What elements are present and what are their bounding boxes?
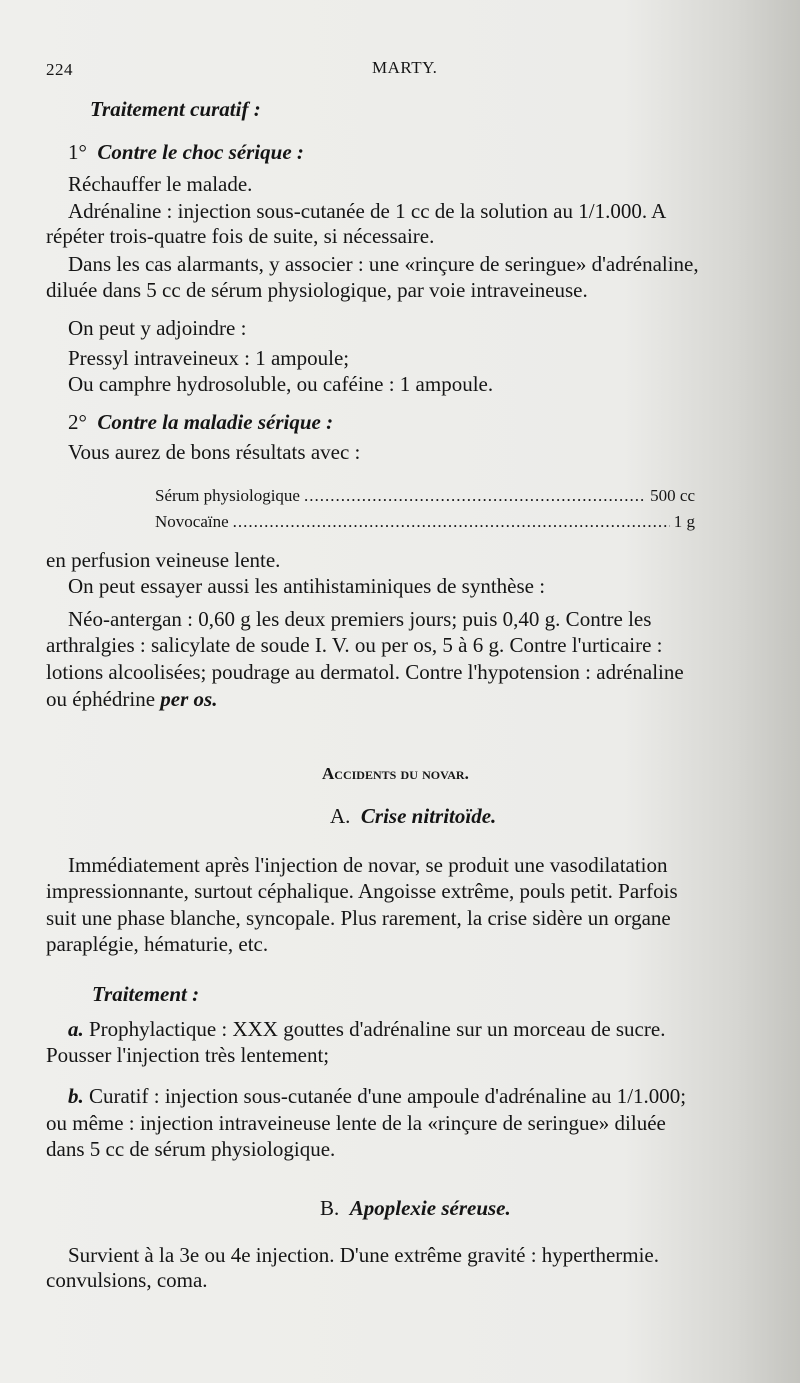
paragraph-line: impressionnante, surtout céphalique. Angoisse extrême, pouls petit. Parfois <box>46 879 678 903</box>
formula-item-name: Novocaïne <box>155 512 229 531</box>
subheading-maladie-serique: 2° Contre la maladie sérique : <box>68 410 334 434</box>
paragraph-line: répéter trois-quatre fois de suite, si nécessaire. <box>46 224 435 248</box>
paragraph-line: suit une phase blanche, syncopale. Plus rarement, la crise sidère un organe <box>46 906 671 930</box>
formula-row <box>155 510 695 534</box>
paragraph-line: Néo-antergan : 0,60 g les deux premiers jours; puis 0,40 g. Contre les <box>68 607 652 631</box>
paragraph-line: paraplégie, hématurie, etc. <box>46 932 269 956</box>
paragraph-line: Dans les cas alarmants, y associer : une «rinçure de seringue» d'adrénaline, <box>68 252 699 276</box>
page-number: 224 <box>46 60 73 79</box>
paragraph-line: Survient à la 3e ou 4e injection. D'une extrême gravité : hyperthermie. <box>68 1243 659 1267</box>
heading-traitement-curatif: Traitement curatif : <box>90 97 261 121</box>
running-head: MARTY. <box>372 58 438 77</box>
paragraph-line: en perfusion veineuse lente. <box>46 548 281 572</box>
paragraph-line: Adrénaline : injection sous-cutanée de 1 cc de la solution au 1/1.000. A <box>68 199 667 223</box>
paragraph-line: lotions alcoolisées; poudrage au dermatol. Contre l'hypotension : adrénaline <box>46 660 684 684</box>
dot-leader <box>304 484 646 508</box>
formula-item-qty: 1 g <box>673 512 695 531</box>
formula-item-name: Sérum physiologique <box>155 486 300 505</box>
paragraph-line: On peut y adjoindre : <box>68 316 247 340</box>
dot-leader <box>233 510 670 534</box>
paragraph-line: On peut essayer aussi les antihistaminiques de synthèse : <box>68 574 546 598</box>
section-title: Accidents du novar. <box>322 764 469 783</box>
paragraph-line: Vous aurez de bons résultats avec : <box>68 440 361 464</box>
paragraph-line: Immédiatement après l'injection de novar, se produit une vasodilatation <box>68 853 668 877</box>
paragraph-line: Réchauffer le malade. <box>68 172 253 196</box>
paragraph-line: b. Curatif : injection sous-cutanée d'une ampoule d'adrénaline au 1/1.000; <box>68 1084 687 1108</box>
paragraph-line: ou même : injection intraveineuse lente de la «rinçure de seringue» diluée <box>46 1111 666 1135</box>
formula-row <box>155 484 695 508</box>
paragraph-line: arthralgies : salicylate de soude I. V. ou per os, 5 à 6 g. Contre l'urticaire : <box>46 633 663 657</box>
paragraph-line: convulsions, coma. <box>46 1268 208 1292</box>
paragraph-line: diluée dans 5 cc de sérum physiologique, par voie intraveineuse. <box>46 278 588 302</box>
heading-traitement: Traitement : <box>92 982 200 1006</box>
formula-item-qty: 500 cc <box>650 486 695 505</box>
paragraph-line: dans 5 cc de sérum physiologique. <box>46 1137 336 1161</box>
subheading-apoplexie-sereuse: B. Apoplexie séreuse. <box>320 1196 511 1220</box>
subheading-crise-nitritoide: A. Crise nitritoïde. <box>330 804 497 828</box>
subheading-choc-serique: 1° Contre le choc sérique : <box>68 140 304 164</box>
paragraph-line: a. Prophylactique : XXX gouttes d'adrénaline sur un morceau de sucre. <box>68 1017 666 1041</box>
paragraph-line: Ou camphre hydrosoluble, ou caféine : 1 ampoule. <box>68 372 494 396</box>
paragraph-line: Pousser l'injection très lentement; <box>46 1043 330 1067</box>
paragraph-line: ou éphédrine per os. <box>46 687 218 711</box>
paragraph-line: Pressyl intraveineux : 1 ampoule; <box>68 346 350 370</box>
